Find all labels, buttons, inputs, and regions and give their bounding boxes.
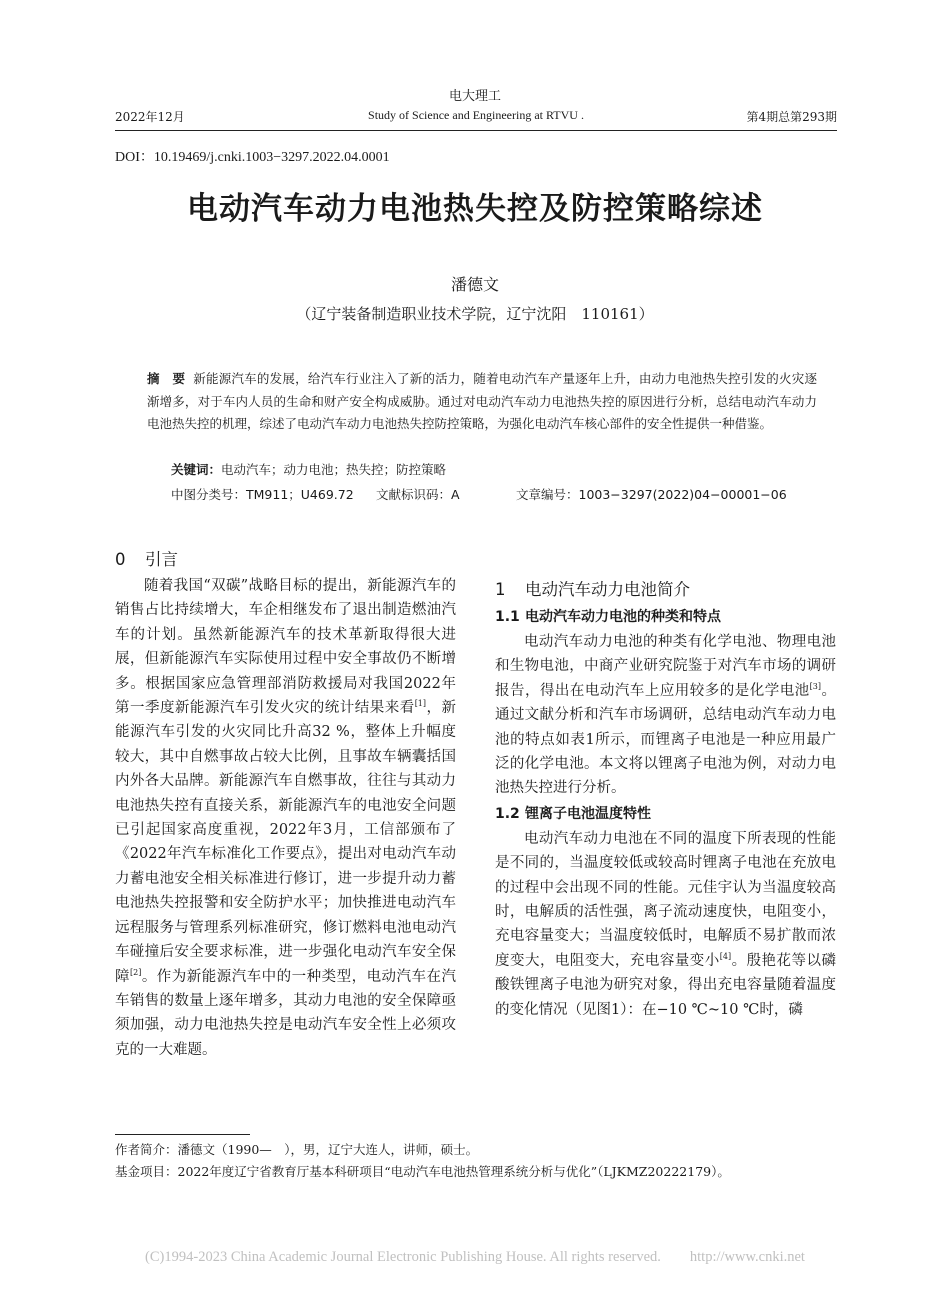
section-heading (115, 546, 456, 574)
subsection-number: 1.1 (495, 609, 520, 625)
doi[interactable]: DOI：10.19469/j.cnki.1003−3297.2022.04.0001 (115, 150, 390, 165)
header-rule (115, 130, 837, 131)
footnote-rule (115, 1134, 250, 1135)
citation[interactable]: [3] (809, 681, 822, 691)
journal-name: 电大理工 (448, 89, 501, 104)
document-code: 文献标识码：A (376, 487, 460, 502)
subsection-heading (495, 604, 836, 630)
left-column (115, 546, 456, 1062)
paragraph-text: ，新能源汽车引发的火灾同比升高32 %，整体上升幅度较大，其中自燃事故占较大比例，且事故车辆囊括国内外各大品牌。新能源汽车自燃事故，往往与其动力电池热失控有直接关系，新能源汽车的电池安全问题已引起国家高度重视，2022年3月，工信部颁布了《2022年汽车标准化工作要点》，提出对电动汽车动力蓄电池安全相关标准进行修订，进一步提升动力蓄电池热失控报警和安全防护水平；加快推进电动汽车远程服务与管理系列标准研究，修订燃料电池电动汽车碰撞后安全要求标准，进一步强化电动汽车安全保障 (115, 700, 456, 985)
section-heading (495, 576, 836, 604)
running-header (115, 108, 837, 126)
paragraph (495, 630, 836, 801)
paragraph-text: 。通过文献分析和汽车市场调研，总结电动汽车动力电池的特点如表1所示，而锂离子电池是一种应用最广泛的化学电池。本文将以锂离子电池为例，对动力电池热失控进行分析。 (495, 682, 836, 797)
author-affiliation: （辽宁装备制造职业技术学院，辽宁沈阳 110161） (296, 305, 654, 323)
subsection-number: 1.2 (495, 805, 520, 822)
keywords-text: 电动汽车；动力电池；热失控；防控策略 (221, 462, 447, 477)
journal-name-en: Study of Science and Engineering at RTVU . (368, 108, 584, 122)
subsection-title: 电动汽车动力电池的种类和特点 (525, 609, 721, 625)
keywords-label: 关键词： (171, 462, 222, 477)
abstract-label: 摘 要 (147, 371, 186, 386)
paragraph-text: 随着我国“双碳”战略目标的提出，新能源汽车的销售占比持续增大，车企相继发布了退出制造燃油汽车的计划。虽然新能源汽车的技术革新取得很大进展，但新能源汽车实际使用过程中安全事故仍不断增多。根据国家应急管理部消防救援局对我国2022年第一季度新能源汽车引发火灾的统计结果来看 (115, 578, 456, 717)
section-title: 电动汽车动力电池简介 (525, 580, 690, 599)
paragraph (495, 827, 836, 1022)
copyright-watermark: (C)1994-2023 China Academic Journal Electronic Publishing House. All rights reserved. http://www.cnki.net (145, 1249, 805, 1265)
fund-footnote: 基金项目：2022年度辽宁省教育厅基本科研项目“电动汽车电池热管理系统分析与优化”（LJKMZ20222179）。 (115, 1164, 730, 1179)
author-bio-footnote: 作者简介：潘德文（1990— ），男，辽宁大连人，讲师，硕士。 (115, 1142, 479, 1157)
paragraph-text: 。殷艳花等以磷酸铁锂离子电池为研究对象，得出充电容量随着温度的变化情况（见图1）：在−10 ℃~10 ℃时，磷 (495, 952, 836, 1018)
right-column-flow (495, 546, 836, 1022)
section-number: 0 (115, 550, 126, 569)
abstract-text: 新能源汽车的发展，给汽车行业注入了新的活力，随着电动汽车产量逐年上升，由动力电池热失控引发的火灾逐渐增多，对于车内人员的生命和财产安全构成威胁。通过对电动汽车动力电池热失控的原因进行分析，总结电动汽车动力电池热失控的机理，综述了电动汽车动力电池热失控防控策略，为强化电动汽车核心部件的安全性提供一种借鉴。 (147, 371, 817, 431)
author-name: 潘德文 (450, 275, 499, 294)
issue-date: 2022年12月 (115, 110, 185, 124)
section-title: 引言 (145, 550, 178, 569)
paragraph-text: 电动汽车动力电池在不同的温度下所表现的性能是不同的，当温度较低或较高时锂离子电池在充放电的过程中会出现不同的性能。元佳宇认为当温度较高时，电解质的活性强，离子流动速度快，电阻变小，充电容量变大；当温度较低时，电解质不易扩散而浓度变大，电阻变大，充电容量变小 (495, 830, 836, 969)
issue-number: 第4期总第293期 (746, 110, 837, 124)
subsection-heading (495, 801, 836, 827)
paragraph-text: 电动汽车动力电池的种类有化学电池、物理电池和生物电池，中商产业研究院鉴于对汽车市场的调研报告，得出在电动汽车上应用较多的是化学电池 (495, 634, 836, 699)
abstract (147, 368, 817, 436)
article-title: 电动汽车动力电池热失控及防控策略综述 (187, 191, 763, 227)
section-number: 1 (495, 580, 506, 599)
paragraph (115, 574, 456, 1062)
keywords (171, 460, 446, 478)
right-column (495, 546, 836, 1106)
citation[interactable]: [1] (414, 699, 427, 709)
citation[interactable]: [2] (129, 967, 142, 977)
citation[interactable]: [4] (719, 952, 732, 962)
subsection-title: 锂离子电池温度特性 (525, 805, 651, 822)
article-number: 文章编号：1003−3297(2022)04−00001−06 (516, 487, 787, 502)
paragraph-text: 。作为新能源汽车中的一种类型，电动汽车在汽车销售的数量上逐年增多，其动力电池的安全保障亟须加强，动力电池热失控是电动汽车安全性上必须攻克的一大难题。 (115, 968, 456, 1058)
clc-number: 中图分类号：TM911；U469.72 (171, 487, 354, 502)
